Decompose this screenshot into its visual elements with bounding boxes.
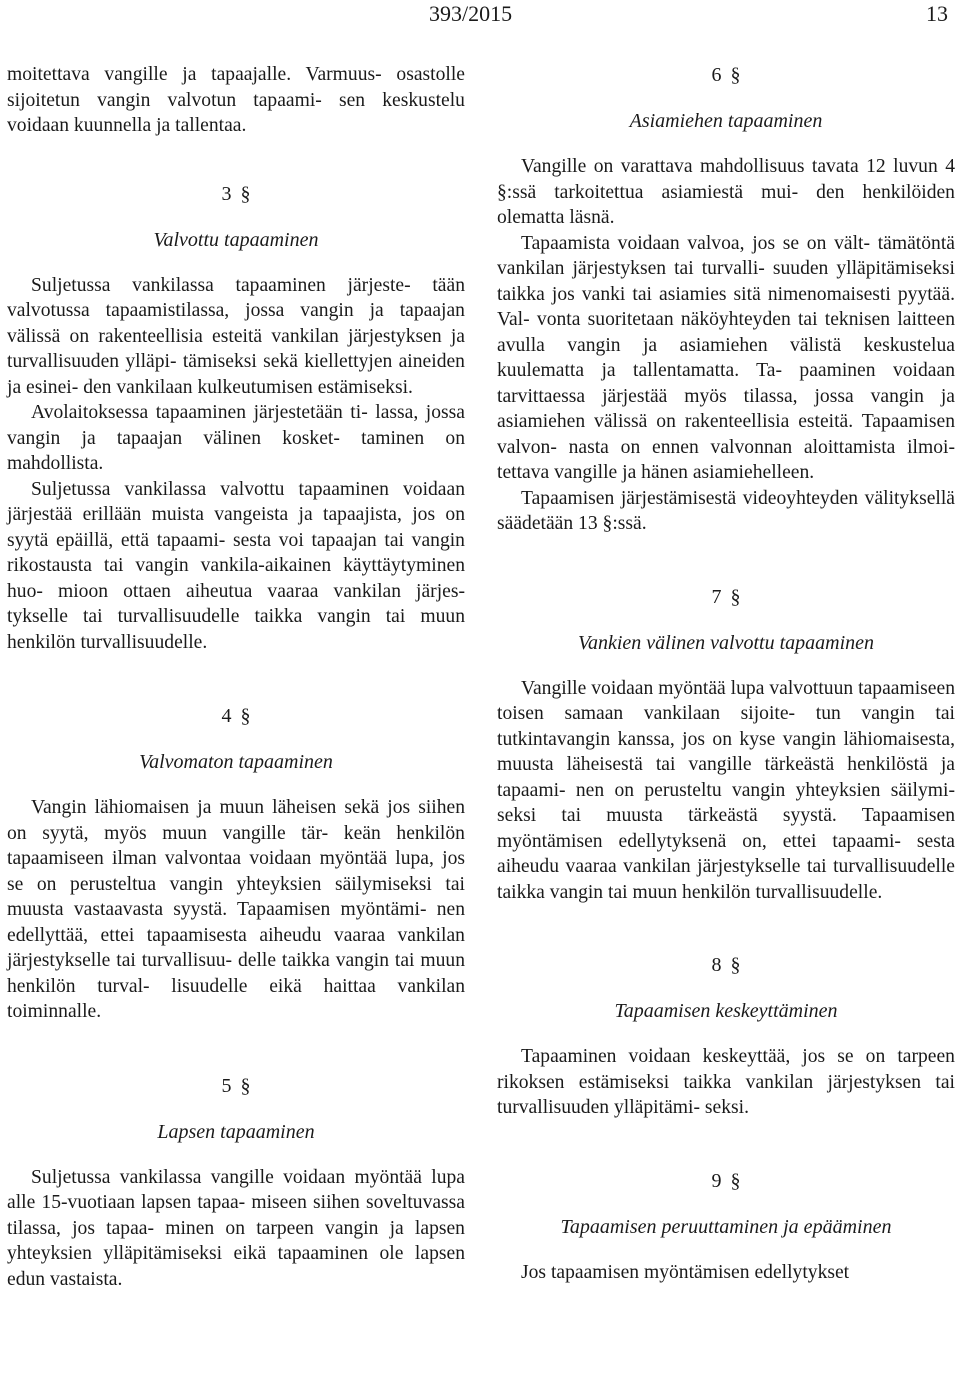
text-line: tun vangin tai tutkintavangin kanssa, jos on xyxy=(497,703,955,750)
section-title: Valvottu tapaaminen xyxy=(153,228,319,251)
section-number-value: 6 xyxy=(711,64,722,86)
section-number xyxy=(7,703,465,729)
section-symbol: § xyxy=(730,585,741,608)
section-number-value: 8 xyxy=(711,954,722,976)
text-line: välityksellä säädetään 13 §:ssä. xyxy=(497,487,955,534)
section-symbol: § xyxy=(730,1169,741,1192)
section-heading-9 xyxy=(497,1168,955,1240)
text-line: voidaan järjestää erillään muista vangeista ja xyxy=(7,478,465,525)
section-number-value: 5 xyxy=(221,1074,232,1097)
text-line: tai turvallisuudelle taikka vangin tai muun xyxy=(497,856,955,903)
text-line: henkilön turvallisuudelle. xyxy=(682,881,883,903)
text-line: minen on tarpeen vangin ja lapsen yhteyksien xyxy=(7,1217,465,1264)
text-line: tai vangille tärkeästä henkilöstä ja tapaami- xyxy=(497,754,956,801)
text-line: tämätöntä vankilan järjestyksen tai turvalli- xyxy=(497,232,955,279)
section-heading-4 xyxy=(7,703,465,775)
section-3-paragraph xyxy=(7,477,465,656)
text-line: laitteen avulla vangin ja asiamiehen välistä xyxy=(497,309,955,356)
section-3-paragraph xyxy=(7,400,465,477)
text-line: Suljetussa vankilassa valvottu tapaaminen xyxy=(31,478,389,500)
section-5-paragraph xyxy=(7,1165,465,1293)
section-heading-6 xyxy=(497,62,955,134)
text-line: Vangille on varattava mahdollisuus tavata xyxy=(521,156,859,177)
section-6-paragraph xyxy=(497,486,955,537)
text-line: tilassa, jossa vangin ja asiamiehen välissä on xyxy=(497,385,955,432)
text-line: Jos tapaamisen myöntämisen edellytykset xyxy=(521,1261,850,1283)
text-line: Tapaamisen järjestämisestä videoyhteyden xyxy=(521,487,859,509)
section-8-paragraph xyxy=(497,1044,955,1121)
text-line: taminen on mahdollista. xyxy=(7,427,466,474)
text-line: ylläpitämiseksi eikä tapaaminen ole lapsen xyxy=(103,1243,465,1264)
text-line: jos siihen on syytä, myös muun vangille tär- xyxy=(7,797,465,844)
text-line: tykselle tai turvallisuudelle taikka vangin tai xyxy=(7,606,406,627)
section-heading-5 xyxy=(7,1073,465,1145)
text-line: vankilan järjestyksen ja turvallisuuden ylläpi- xyxy=(7,325,465,372)
text-line: Tapaaminen voidaan keskeyttää, jos se on xyxy=(521,1046,886,1067)
text-line: Tapaamista voidaan valvoa, jos se on vält- xyxy=(521,232,871,254)
text-line: tään valvotussa tapaamistilassa, jossa vangin xyxy=(7,274,465,321)
page-number: 13 xyxy=(926,1,948,26)
section-6-paragraph xyxy=(497,231,955,486)
section-7-paragraph xyxy=(497,676,955,906)
text-line: vaaraa vankilan järjestykselle tai turvallisuu- xyxy=(7,924,465,971)
text-line: keskustelua kuulematta ja tallentamatta. Ta- xyxy=(497,334,955,381)
text-line: seksi tai muusta tärkeästä syystä. Tapaamisen xyxy=(497,805,955,826)
text-line: keän henkilön tapaamiseen ilman valvontaa xyxy=(7,822,465,869)
text-line: rakenteellisia esteitä. Tapaamisen valvon- xyxy=(497,411,955,458)
text-line: järjestyksen tai turvallisuuden ylläpitämi- xyxy=(497,1071,956,1118)
text-line: Avolaitoksessa tapaaminen järjestetään ti- xyxy=(31,402,368,423)
section-4-paragraph xyxy=(7,795,465,1025)
text-line: paaminen voidaan tarvittaessa järjestää myös xyxy=(497,360,955,407)
text-line: nen edellyttää, ettei tapaamisesta aiheudu xyxy=(7,899,465,946)
text-line: nasta on ennen valvonnan aloittamista ilmoi- xyxy=(568,436,955,458)
section-title: Vankien välinen valvottu tapaaminen xyxy=(577,631,875,654)
text-line: lisuudelle eikä haittaa vankilan toiminnalle. xyxy=(7,975,466,1022)
section-heading-3 xyxy=(7,181,465,253)
text-line: vangin yhteyksien säilymiseksi tai muusta xyxy=(7,873,465,920)
right-column xyxy=(497,62,955,1285)
text-line: muun henkilön turvallisuudelle. xyxy=(7,606,465,653)
text-line: nen on perusteltu vangin yhteyksien säilymi- xyxy=(575,779,955,801)
text-line: sesta aiheudu vaaraa vankilan järjestykselle xyxy=(497,830,955,877)
text-line: vastaavasta syystä. Tapaamisen myöntämi- xyxy=(73,899,427,920)
text-line: den vankilaan kulkeutumisen estämiseksi. xyxy=(83,376,413,398)
text-line: tapaajista, jos on syytä epäillä, että tapaami- xyxy=(7,504,465,551)
text-line: edun vastaista. xyxy=(7,1268,123,1290)
text-line: Vangille voidaan myöntää lupa valvottuun xyxy=(521,677,854,699)
section-title: Tapaamisen peruuttaminen ja epääminen xyxy=(560,1215,892,1238)
text-line: den henkilöiden olematta läsnä. xyxy=(497,181,955,228)
section-number xyxy=(497,952,955,978)
section-number xyxy=(497,62,955,88)
section-symbol: § xyxy=(240,1074,251,1097)
section-heading-8 xyxy=(497,952,955,1024)
section-title: Lapsen tapaaminen xyxy=(157,1120,315,1143)
text-line: tämiseksi sekä kiellettyjen aineiden ja esinei- xyxy=(7,351,465,398)
text-line: 12 luvun 4 §:ssä tarkoitettua asiamiestä mui- xyxy=(497,156,955,203)
text-line: myöntää lupa alle 15-vuotiaan lapsen tapaa- xyxy=(7,1166,465,1213)
text-line: asiamies sitä nimenomaisesti pyytää. Val- xyxy=(497,283,955,330)
text-line: ja tapaajan välissä on rakenteellisia esteitä xyxy=(7,300,465,347)
section-symbol: § xyxy=(730,64,741,86)
text-line: lassa, jossa vangin ja tapaajan välinen kosket- xyxy=(7,402,465,449)
text-line: myöntämisen edellytyksenä on, ettei tapaami- xyxy=(497,830,901,852)
section-6-paragraph xyxy=(497,154,955,231)
text-line: Suljetussa vankilassa vangille voidaan xyxy=(31,1166,346,1188)
text-line: Vangin lähiomaisen ja muun läheisen sekä xyxy=(31,797,380,818)
page-header xyxy=(0,0,960,30)
text-line: vonta suoritetaan näköyhteyden tai teknisen xyxy=(536,309,891,330)
text-line: osastolle sijoitetun vangin valvotun tapaami- xyxy=(7,64,465,111)
text-line: suuden ylläpitämiseksi taikka jos vanki tai xyxy=(497,258,956,305)
section-number-value: 9 xyxy=(711,1169,722,1192)
text-line: Suljetussa vankilassa tapaaminen järjeste- xyxy=(31,274,411,296)
text-line: miseen siihen soveltuvassa tilassa, jos tapaa- xyxy=(7,1192,466,1239)
document-number: 393/2015 xyxy=(429,1,513,26)
section-number xyxy=(7,181,465,207)
section-number-value: 3 xyxy=(221,182,232,205)
text-line: seksi. xyxy=(704,1097,749,1118)
section-symbol: § xyxy=(240,182,251,205)
section-number xyxy=(7,1073,465,1099)
text-line: vangin vankila-aikainen käyttäytyminen huo- xyxy=(7,555,466,602)
text-line: tarpeen rikoksen estämiseksi taikka vankilan xyxy=(497,1046,955,1093)
text-line: mioon ottaen aiheutua vaaraa vankilan järjes- xyxy=(57,580,466,602)
text-line: sen keskustelu voidaan kuunnella ja tallentaa. xyxy=(7,89,465,136)
section-symbol: § xyxy=(240,705,251,727)
left-column xyxy=(7,62,465,1292)
text-line: tapaamiseen toisen samaan vankilaan sijoite- xyxy=(497,677,955,724)
section-symbol: § xyxy=(730,954,741,976)
section-title: Asiamiehen tapaaminen xyxy=(629,110,823,132)
section-number-value: 7 xyxy=(711,585,722,608)
text-line: voidaan myöntää lupa, jos se on perusteltua xyxy=(7,848,465,895)
section-title: Tapaamisen keskeyttäminen xyxy=(614,1000,838,1022)
section-number-value: 4 xyxy=(221,705,232,727)
intro-paragraph xyxy=(7,62,465,139)
text-line: moitettava vangille ja tapaajalle. Varmuus- xyxy=(7,64,382,85)
text-line: tettava vangille ja hänen asiamiehelleen. xyxy=(497,462,815,483)
section-heading-7 xyxy=(497,584,955,656)
section-number xyxy=(497,1168,955,1194)
section-9-paragraph xyxy=(497,1260,955,1286)
text-line: kyse vangin lähiomaisesta, muusta läheisestä xyxy=(497,728,955,775)
text-line: sesta voi tapaajan tai vangin rikostausta tai xyxy=(7,529,465,576)
section-3-paragraph xyxy=(7,273,465,401)
text-line: delle taikka vangin tai muun henkilön turval- xyxy=(7,950,466,997)
section-number xyxy=(497,584,955,610)
section-title: Valvomaton tapaaminen xyxy=(139,751,333,773)
